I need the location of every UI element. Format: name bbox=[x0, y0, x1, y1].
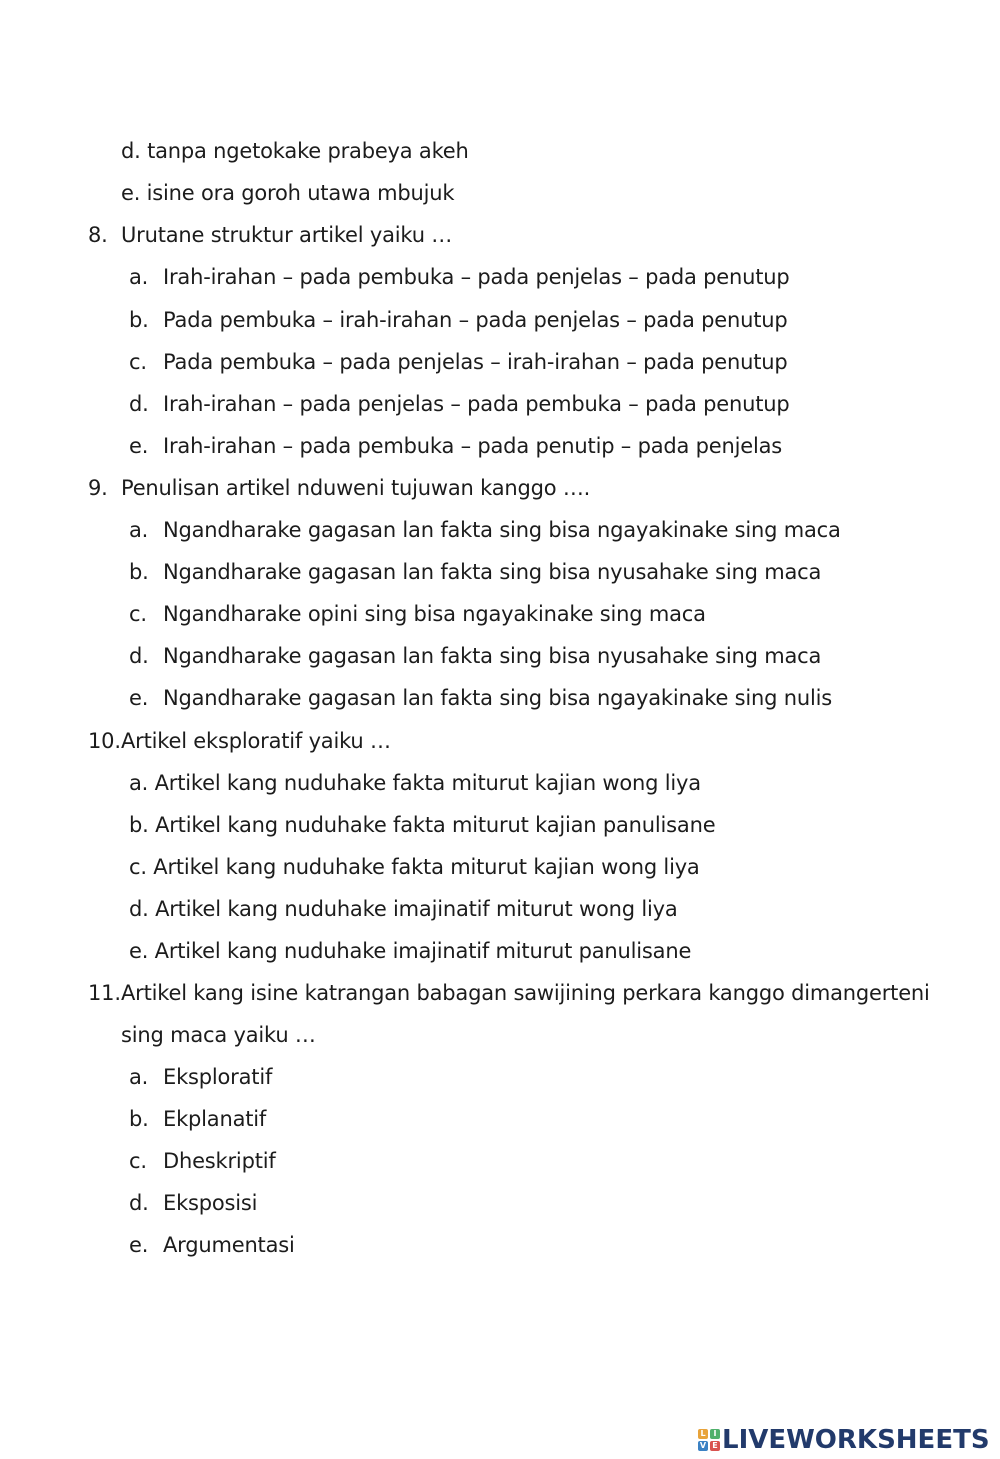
question-10 bbox=[88, 727, 391, 755]
option-letter: b. bbox=[129, 308, 149, 332]
q10-option-a: a. Artikel kang nuduhake fakta miturut kajian wong liya bbox=[129, 771, 701, 795]
option-text: Eksposisi bbox=[163, 1191, 258, 1215]
q7-option-e: e. isine ora goroh utawa mbujuk bbox=[121, 181, 455, 205]
q9-option-d bbox=[129, 642, 821, 670]
option-letter: a. bbox=[129, 265, 149, 289]
question-11-continued: sing maca yaiku … bbox=[121, 1023, 316, 1047]
option-text: Ngandharake gagasan lan fakta sing bisa ngayakinake sing nulis bbox=[163, 686, 832, 710]
option-text: Ngandharake opini sing bisa ngayakinake sing maca bbox=[163, 602, 706, 626]
q11-option-b bbox=[129, 1105, 266, 1133]
option-text: Ngandharake gagasan lan fakta sing bisa nyusahake sing maca bbox=[163, 560, 822, 584]
option-letter: a. bbox=[129, 518, 149, 542]
question-text: Artikel kang isine katrangan babagan sawijining perkara kanggo dimangerteni bbox=[121, 981, 930, 1005]
q11-option-c bbox=[129, 1147, 276, 1175]
liveworksheets-wordmark: LIVEWORKSHEETS bbox=[722, 1425, 990, 1455]
q10-option-b: b. Artikel kang nuduhake fakta miturut kajian panulisane bbox=[129, 813, 716, 837]
q10-option-d: d. Artikel kang nuduhake imajinatif miturut wong liya bbox=[129, 897, 678, 921]
q9-option-b bbox=[129, 558, 821, 586]
option-text: Ekplanatif bbox=[163, 1107, 267, 1131]
logo-tile: E bbox=[710, 1441, 720, 1451]
option-text: Ngandharake gagasan lan fakta sing bisa ngayakinake sing maca bbox=[163, 518, 841, 542]
option-letter: c. bbox=[129, 1149, 147, 1173]
q9-option-c bbox=[129, 600, 706, 628]
option-letter: b. bbox=[129, 560, 149, 584]
q11-option-d bbox=[129, 1189, 257, 1217]
option-letter: e. bbox=[129, 1233, 149, 1257]
logo-tile: I bbox=[710, 1429, 720, 1439]
q8-option-e bbox=[129, 432, 782, 460]
q8-option-b bbox=[129, 306, 788, 334]
q10-option-e: e. Artikel kang nuduhake imajinatif miturut panulisane bbox=[129, 939, 692, 963]
q11-option-a bbox=[129, 1063, 272, 1091]
liveworksheets-logo-icon bbox=[698, 1429, 720, 1451]
question-number: 11. bbox=[88, 981, 121, 1005]
option-text: Pada pembuka – pada penjelas – irah-irahan – pada penutup bbox=[163, 350, 788, 374]
question-number: 8. bbox=[88, 223, 108, 247]
option-letter: d. bbox=[129, 644, 149, 668]
q11-option-e bbox=[129, 1231, 295, 1259]
q8-option-a bbox=[129, 263, 790, 291]
option-letter: e. bbox=[129, 434, 149, 458]
liveworksheets-logo[interactable] bbox=[698, 1422, 990, 1458]
option-text: Irah-irahan – pada penjelas – pada pembuka – pada penutup bbox=[163, 392, 790, 416]
question-8 bbox=[88, 221, 452, 249]
question-text: Artikel eksploratif yaiku … bbox=[121, 729, 391, 753]
question-number: 9. bbox=[88, 476, 108, 500]
option-letter: c. bbox=[129, 350, 147, 374]
option-text: Irah-irahan – pada pembuka – pada penjelas – pada penutup bbox=[163, 265, 790, 289]
option-letter: d. bbox=[129, 392, 149, 416]
question-9 bbox=[88, 474, 590, 502]
option-text: Eksploratif bbox=[163, 1065, 273, 1089]
option-letter: e. bbox=[129, 686, 149, 710]
option-text: Ngandharake gagasan lan fakta sing bisa nyusahake sing maca bbox=[163, 644, 822, 668]
question-text: Penulisan artikel nduweni tujuwan kanggo …. bbox=[121, 476, 591, 500]
option-letter: b. bbox=[129, 1107, 149, 1131]
q8-option-c bbox=[129, 348, 788, 376]
question-11 bbox=[88, 979, 930, 1007]
q10-option-c: c. Artikel kang nuduhake fakta miturut kajian wong liya bbox=[129, 855, 700, 879]
option-text: Pada pembuka – irah-irahan – pada penjelas – pada penutup bbox=[163, 308, 788, 332]
question-text: Urutane struktur artikel yaiku … bbox=[121, 223, 453, 247]
option-letter: c. bbox=[129, 602, 147, 626]
option-text: Irah-irahan – pada pembuka – pada penutip – pada penjelas bbox=[163, 434, 783, 458]
logo-tile: V bbox=[699, 1441, 707, 1450]
option-text: Dheskriptif bbox=[163, 1149, 276, 1173]
q9-option-e bbox=[129, 684, 832, 712]
question-number: 10. bbox=[88, 729, 121, 753]
q7-option-d: d. tanpa ngetokake prabeya akeh bbox=[121, 139, 469, 163]
q9-option-a bbox=[129, 516, 841, 544]
option-letter: d. bbox=[129, 1191, 149, 1215]
q8-option-d bbox=[129, 390, 790, 418]
option-letter: a. bbox=[129, 1065, 149, 1089]
logo-tile: L bbox=[698, 1429, 708, 1439]
option-text: Argumentasi bbox=[163, 1233, 295, 1257]
